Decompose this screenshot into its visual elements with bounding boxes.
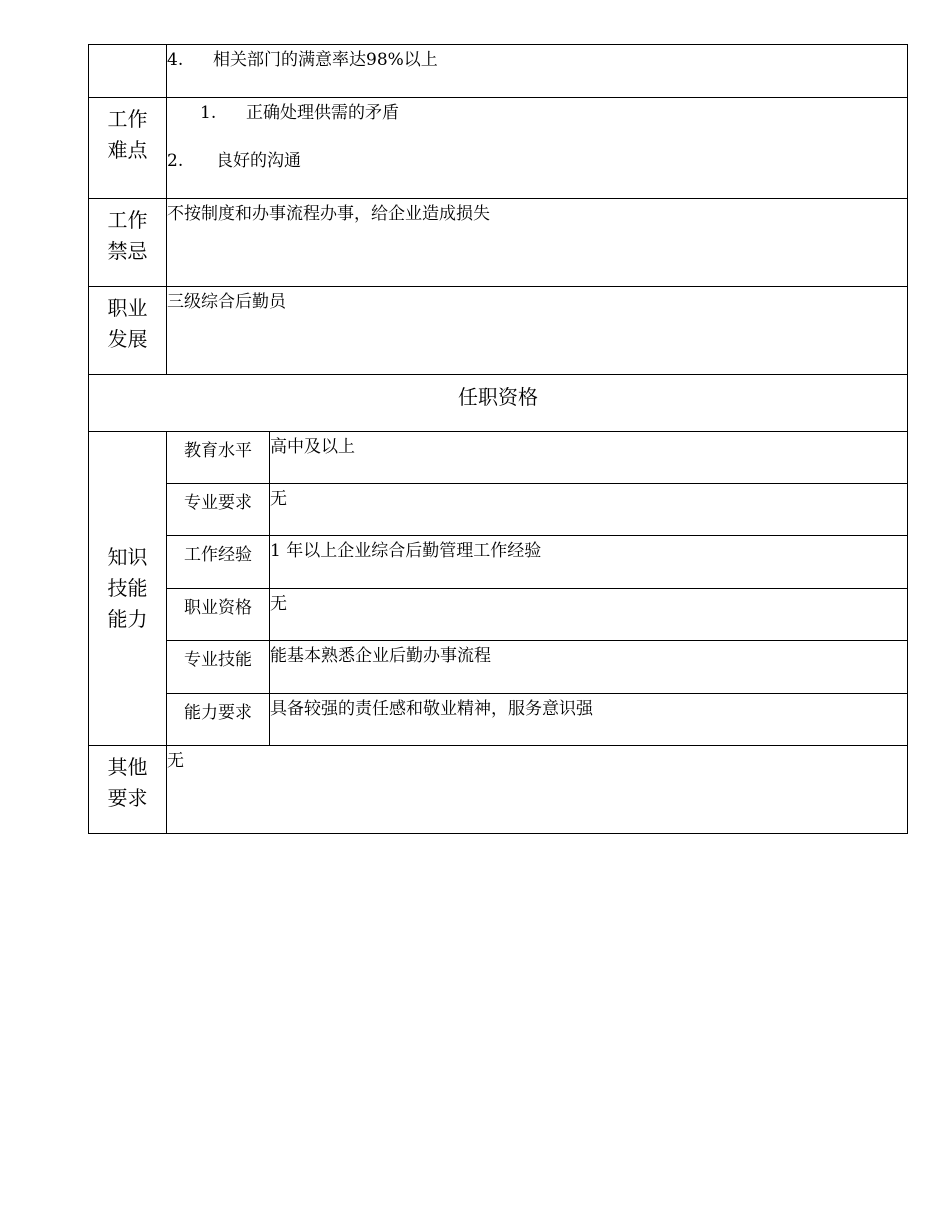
qualification-value: 1 年以上企业综合后勤管理工作经验 [270, 536, 908, 589]
qualification-row [89, 589, 908, 641]
taboo-row [89, 199, 908, 287]
difficulty-cell [167, 98, 908, 199]
qualification-value: 高中及以上 [270, 432, 908, 484]
taboo-label: 工作 禁忌 [89, 199, 167, 287]
taboo-value: 不按制度和办事流程办事，给企业造成损失 [167, 199, 908, 287]
qualification-value: 无 [270, 484, 908, 536]
qualification-row [89, 484, 908, 536]
list-item: 4. 相关部门的满意率达98%以上 [167, 50, 438, 70]
section-title: 任职资格 [89, 375, 908, 432]
list-item: 1. 正确处理供需的矛盾 [200, 103, 399, 123]
career-label: 职业 发展 [89, 287, 167, 375]
list-item: 2. 良好的沟通 [167, 151, 301, 171]
prev-item-cell [167, 45, 908, 98]
career-row [89, 287, 908, 375]
qualification-title-row [89, 375, 908, 432]
other-label: 其他 要求 [89, 746, 167, 834]
difficulty-label: 工作 难点 [89, 98, 167, 199]
qualification-label: 专业要求 [167, 484, 270, 536]
empty-label-cell [89, 45, 167, 98]
qualification-value: 具备较强的责任感和敬业精神，服务意识强 [270, 694, 908, 746]
job-description-table [88, 44, 908, 834]
qualification-row [89, 536, 908, 589]
qualification-row [89, 432, 908, 484]
qualification-row [89, 694, 908, 746]
qualification-value: 能基本熟悉企业后勤办事流程 [270, 641, 908, 694]
qualification-label: 职业资格 [167, 589, 270, 641]
knowledge-skill-label: 知识 技能 能力 [89, 432, 167, 746]
qualification-label: 专业技能 [167, 641, 270, 694]
other-row [89, 746, 908, 834]
qualification-row [89, 641, 908, 694]
qualification-label: 工作经验 [167, 536, 270, 589]
qualification-label: 能力要求 [167, 694, 270, 746]
other-value: 无 [167, 746, 908, 834]
career-value: 三级综合后勤员 [167, 287, 908, 375]
qualification-label: 教育水平 [167, 432, 270, 484]
difficulty-row [89, 98, 908, 199]
prev-item-row [89, 45, 908, 98]
qualification-value: 无 [270, 589, 908, 641]
